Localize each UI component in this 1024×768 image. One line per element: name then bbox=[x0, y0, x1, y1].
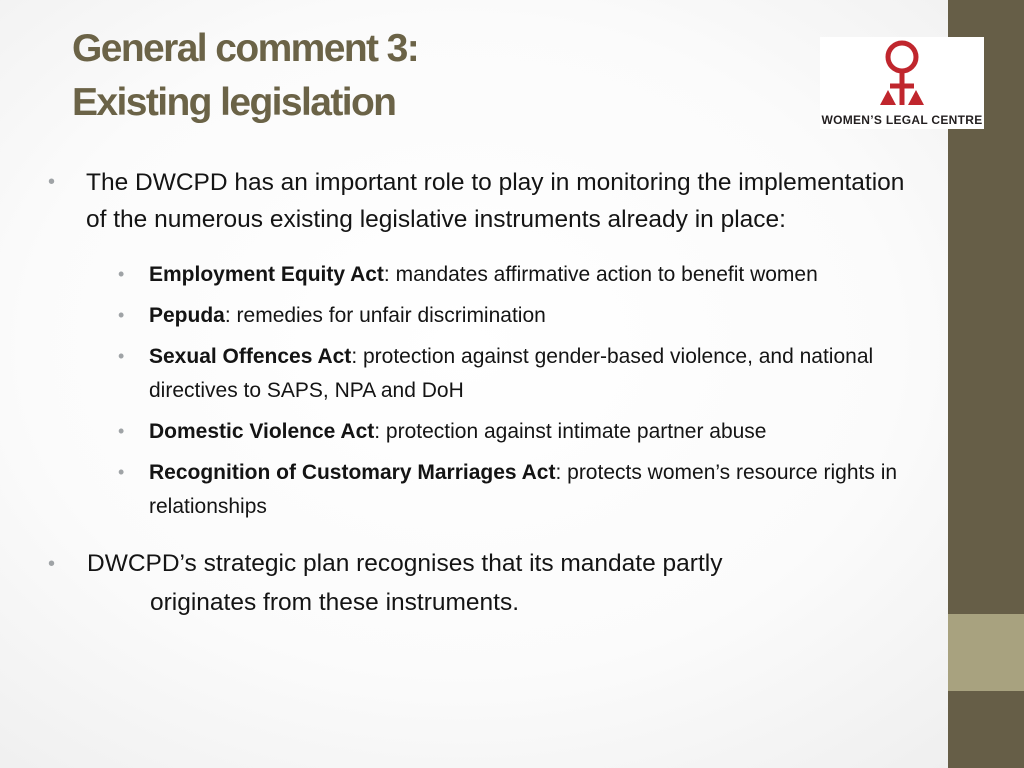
act-name: Sexual Offences Act bbox=[149, 345, 352, 368]
act-name: Domestic Violence Act bbox=[149, 420, 375, 443]
act-description: : protects women’s resource rights in relationships bbox=[149, 461, 898, 518]
closing-line-1: DWCPD’s strategic plan recognises that its mandate partly bbox=[87, 550, 723, 577]
closing-line-2: originates from these instruments. bbox=[150, 589, 520, 616]
title-line-1: General comment 3: bbox=[72, 27, 419, 70]
bullet-dot-icon: • bbox=[118, 264, 125, 284]
bullet-closing bbox=[48, 544, 928, 622]
act-name: Employment Equity Act bbox=[149, 263, 384, 286]
act-description: : remedies for unfair discrimination bbox=[224, 304, 546, 327]
bullet-dot-icon: • bbox=[118, 462, 125, 482]
title-line-2: Existing legislation bbox=[72, 81, 396, 124]
act-item bbox=[48, 456, 928, 524]
act-item bbox=[48, 415, 928, 449]
bullet-dot-icon: • bbox=[118, 305, 125, 325]
act-item bbox=[48, 340, 928, 408]
act-item bbox=[48, 299, 928, 333]
bullet-intro bbox=[48, 164, 928, 238]
act-description: : protection against intimate partner abuse bbox=[374, 420, 767, 443]
intro-text: The DWCPD has an important role to play in monitoring the implementation of the numerous existing legislative instruments already in place: bbox=[86, 169, 905, 233]
bullet-dot-icon: • bbox=[48, 553, 56, 575]
logo-text: WOMEN’S LEGAL CENTRE bbox=[821, 113, 983, 127]
venus-scales-icon bbox=[878, 37, 926, 109]
slide-title bbox=[72, 22, 418, 130]
bullet-dot-icon: • bbox=[118, 346, 125, 366]
act-description: : mandates affirmative action to benefit women bbox=[383, 263, 818, 286]
act-item bbox=[48, 258, 928, 292]
womens-legal-centre-logo bbox=[820, 37, 984, 129]
sidebar-accent-block bbox=[948, 614, 1024, 691]
bullet-dot-icon: • bbox=[48, 171, 56, 193]
act-name: Pepuda bbox=[149, 304, 225, 327]
act-description: : protection against gender-based violence, and national directives to SAPS, NPA and DoH bbox=[149, 345, 874, 402]
act-name: Recognition of Customary Marriages Act bbox=[149, 461, 556, 484]
acts-list bbox=[48, 258, 928, 524]
slide-content bbox=[48, 164, 928, 622]
bullet-dot-icon: • bbox=[118, 421, 125, 441]
